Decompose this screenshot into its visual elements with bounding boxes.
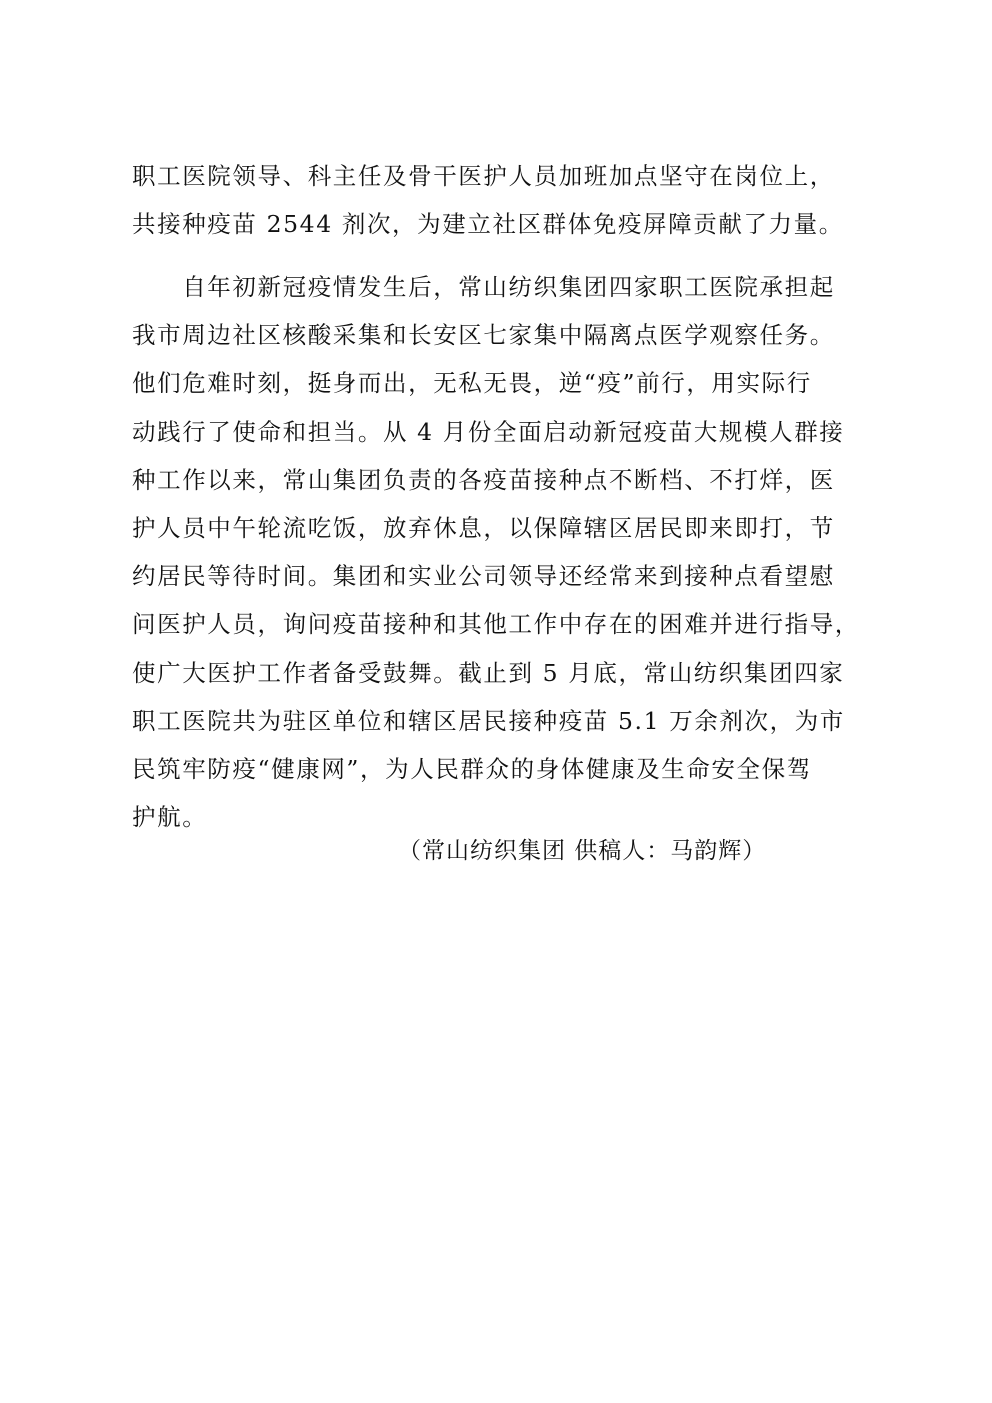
paragraph-line: 民筑牢防疫“健康网”，为人民群众的身体健康及生命安全保驾 bbox=[132, 754, 812, 783]
paragraph-line: 职工医院共为驻区单位和辖区居民接种疫苗 5.1 万余剂次，为市 bbox=[132, 706, 845, 735]
paragraph-line: 护人员中午轮流吃饭，放弃休息，以保障辖区居民即来即打，节 bbox=[132, 513, 835, 542]
paragraph-line: 他们危难时刻，挺身而出，无私无畏，逆“疫”前行，用实际行 bbox=[132, 369, 812, 398]
author-signature: （常山纺织集团 供稿人：马韵辉） bbox=[398, 838, 767, 864]
paragraph-line: 职工医院领导、科主任及骨干医护人员加班加点坚守在岗位上， bbox=[132, 162, 835, 190]
paragraph-line: 种工作以来，常山集团负责的各疫苗接种点不断档、不打烊，医 bbox=[132, 465, 835, 494]
paragraph-line: 动践行了使命和担当。从 4 月份全面启动新冠疫苗大规模人群接 bbox=[132, 417, 845, 446]
paragraph-line: 使广大医护工作者备受鼓舞。截止到 5 月底，常山纺织集团四家 bbox=[132, 658, 845, 687]
paragraph-line: 共接种疫苗 2544 剂次，为建立社区群体免疫屏障贡献了力量。 bbox=[132, 210, 844, 239]
paragraph-continuation bbox=[132, 152, 872, 248]
paragraph-line: 问医护人员，询问疫苗接种和其他工作中存在的困难并进行指导， bbox=[132, 610, 860, 639]
paragraph-line: 我市周边社区核酸采集和长安区七家集中隔离点医学观察任务。 bbox=[132, 321, 835, 350]
paragraph-main bbox=[132, 263, 872, 841]
paragraph-line: 护航。 bbox=[132, 803, 208, 832]
paragraph-line: 自年初新冠疫情发生后，常山纺织集团四家职工医院承担起 bbox=[132, 273, 835, 301]
paragraph-line: 约居民等待时间。集团和实业公司领导还经常来到接种点看望慰 bbox=[132, 562, 835, 591]
